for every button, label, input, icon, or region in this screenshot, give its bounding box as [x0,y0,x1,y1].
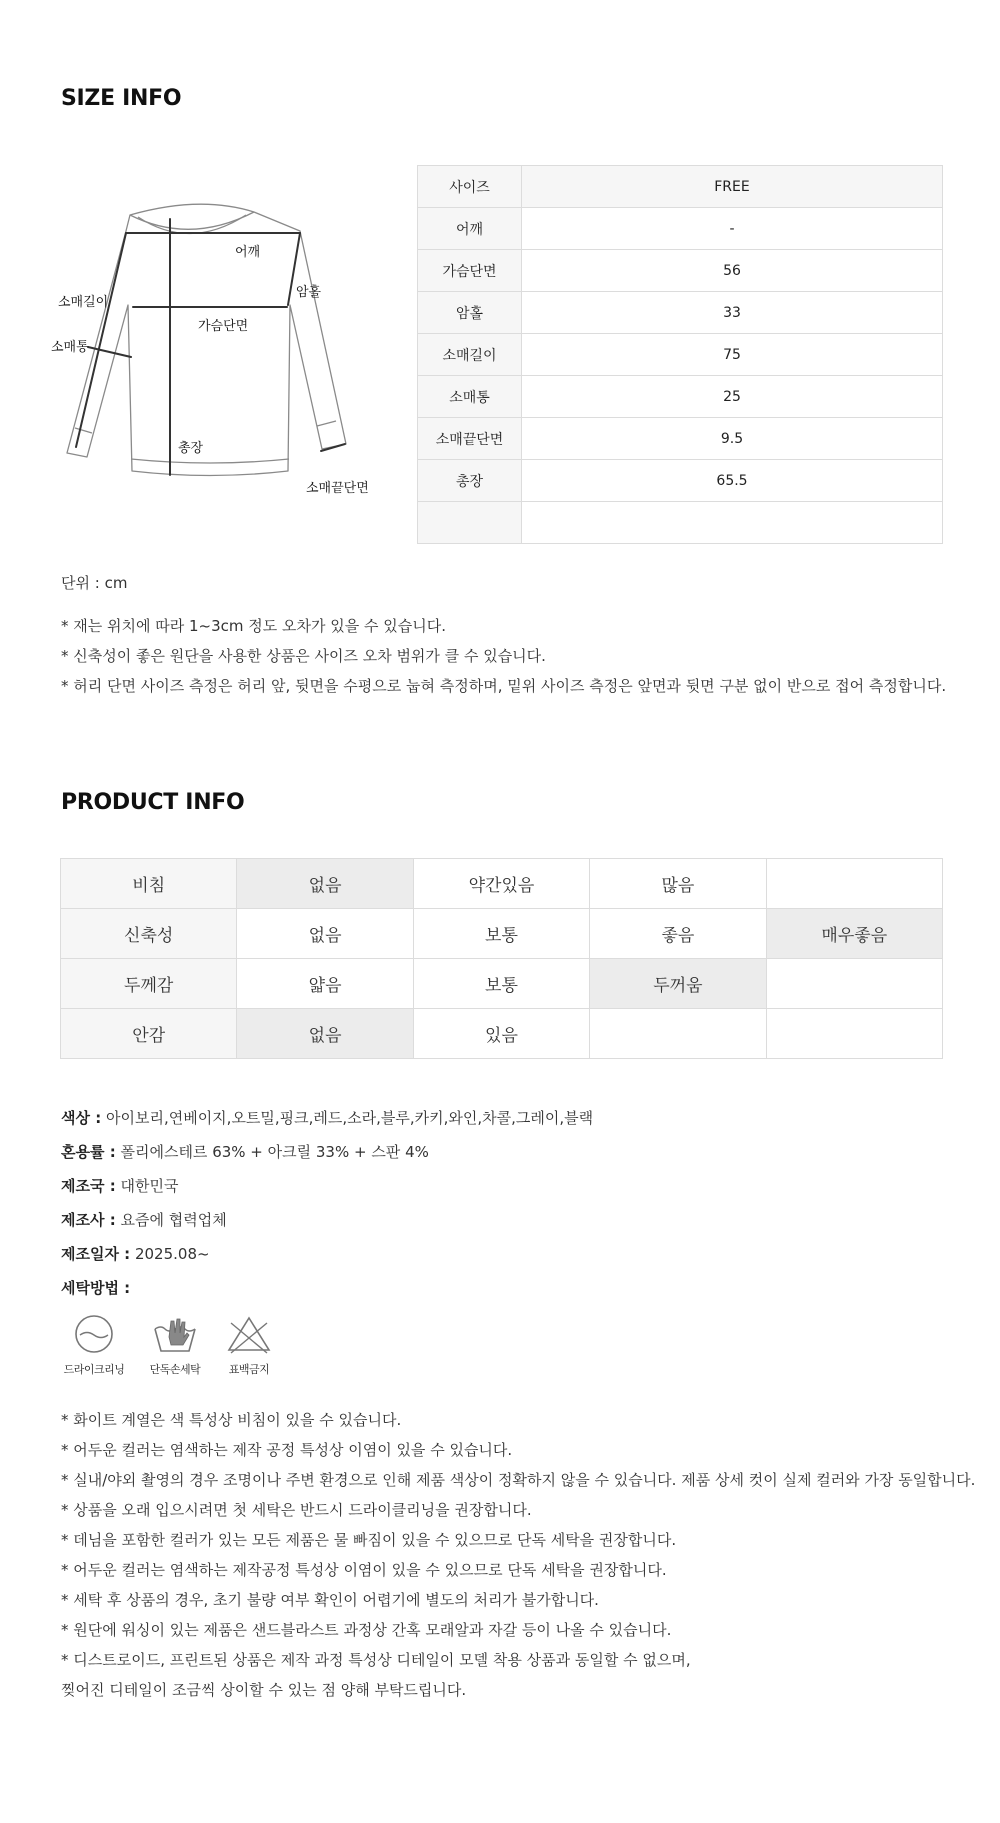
size-label: 사이즈 [418,166,522,208]
detail-value: 2025.08~ [134,1245,210,1263]
note-item: 찢어진 디테일이 조금씩 상이할 수 있는 점 양해 부탁드립니다. [61,1681,467,1699]
size-label: 암홀 [418,292,522,334]
note-item: * 세탁 후 상품의 경우, 초기 불량 여부 확인이 어렵기에 별도의 처리가 불가합니다. [61,1591,599,1609]
table-row [418,376,943,418]
option-cell: 보통 [413,959,589,1009]
size-diagram [40,195,400,515]
detail-label: 제조일자 : [61,1245,131,1263]
detail-label: 제조사 : [61,1211,116,1229]
table-row [418,166,943,208]
product-info-table [60,858,943,1059]
note-item: * 재는 위치에 따라 1~3cm 정도 오차가 있을 수 있습니다. [61,617,447,635]
detail-value: 폴리에스테르 63% + 아크릴 33% + 스판 4% [120,1143,429,1161]
table-row [61,1009,943,1059]
detail-date [61,1237,593,1271]
care-notes [61,1405,975,1705]
size-label: 어깨 [418,208,522,250]
wash-item-dry-cleaning [54,1313,134,1377]
size-info-title: SIZE INFO [61,86,182,111]
option-cell: 좋음 [590,909,766,959]
option-cell [590,1009,766,1059]
detail-value: 대한민국 [120,1177,179,1195]
label-sleeve-length: 소매길이 [58,295,109,310]
size-label: 소매끝단면 [418,418,522,460]
detail-wash [61,1271,593,1305]
detail-label: 색상 : [61,1109,102,1127]
detail-color [61,1101,593,1135]
size-value: 65.5 [522,460,943,502]
option-cell: 없음 [237,909,413,959]
label-total-length: 총장 [178,441,204,456]
option-cell: 매우좋음 [766,909,942,959]
size-value: 25 [522,376,943,418]
note-item: * 원단에 워싱이 있는 제품은 샌드블라스트 과정상 간혹 모래알과 자갈 등이 나올 수 있습니다. [61,1621,672,1639]
table-row [418,418,943,460]
size-label [418,502,522,544]
size-value: 56 [522,250,943,292]
option-cell: 있음 [413,1009,589,1059]
detail-value: 요즘에 협력업체 [120,1211,227,1229]
note-item: * 신축성이 좋은 원단을 사용한 상품은 사이즈 오차 범위가 클 수 있습니다. [61,647,546,665]
option-cell: 없음 [237,1009,413,1059]
option-cell: 보통 [413,909,589,959]
table-row [418,250,943,292]
size-value: - [522,208,943,250]
wash-item-no-bleach [209,1313,289,1377]
option-cell [766,1009,942,1059]
note-item: * 화이트 계열은 색 특성상 비침이 있을 수 있습니다. [61,1411,402,1429]
note-item: * 데님을 포함한 컬러가 있는 모든 제품은 물 빠짐이 있을 수 있으므로 단독 세탁을 권장합니다. [61,1531,677,1549]
note-item: * 디스트로이드, 프린트된 상품은 제작 과정 특성상 디테일이 모델 착용 상품과 동일할 수 없으며, [61,1651,691,1669]
dry-cleaning-icon [72,1313,116,1355]
detail-material [61,1135,593,1169]
option-cell [766,859,942,909]
table-row [61,959,943,1009]
detail-maker [61,1203,593,1237]
size-label: 소매길이 [418,334,522,376]
hand-wash-icon [151,1313,199,1355]
row-label-thickness: 두께감 [61,959,237,1009]
wash-caption: 드라이크리닝 [63,1363,125,1376]
label-armhole: 암홀 [296,285,322,300]
table-row [61,859,943,909]
product-details [61,1101,593,1305]
table-row [418,292,943,334]
wash-item-hand-wash [135,1313,215,1377]
note-item: * 허리 단면 사이즈 측정은 허리 앞, 뒷면을 수평으로 눕혀 측정하며, 밑위 사이즈 측정은 앞면과 뒷면 구분 없이 반으로 접어 측정합니다. [61,677,947,695]
option-cell [766,959,942,1009]
detail-label: 세탁방법 : [61,1279,131,1297]
note-item: * 상품을 오래 입으시려면 첫 세탁은 반드시 드라이클리닝을 권장합니다. [61,1501,532,1519]
detail-value: 아이보리,연베이지,오트밀,핑크,레드,소라,블루,카키,와인,차콜,그레이,블랙 [105,1109,594,1127]
detail-origin [61,1169,593,1203]
table-row [61,909,943,959]
detail-label: 제조국 : [61,1177,116,1195]
table-row [418,502,943,544]
wash-caption: 단독손세탁 [149,1363,201,1376]
row-label-stretch: 신축성 [61,909,237,959]
option-cell: 얇음 [237,959,413,1009]
size-value [522,502,943,544]
note-item: * 실내/야외 촬영의 경우 조명이나 주변 환경으로 인해 제품 색상이 정확하지 않을 수 있습니다. 제품 상세 컷이 실제 컬러와 가장 동일합니다. [61,1471,976,1489]
size-label: 소매통 [418,376,522,418]
note-item: * 어두운 컬러는 염색하는 제작공정 특성상 이염이 있을 수 있으므로 단독 세탁을 권장합니다. [61,1561,667,1579]
label-cuff: 소매끝단면 [306,481,369,496]
table-row [418,208,943,250]
unit-text: 단위 : cm [61,574,128,592]
option-cell: 많음 [590,859,766,909]
label-shoulder: 어깨 [235,245,261,260]
size-notes [61,611,946,701]
table-row [418,460,943,502]
detail-label: 혼용률 : [61,1143,116,1161]
size-value: 75 [522,334,943,376]
no-bleach-icon [225,1313,273,1355]
option-cell: 없음 [237,859,413,909]
option-cell: 약간있음 [413,859,589,909]
label-chest: 가슴단면 [198,319,249,334]
label-sleeve-width: 소매통 [51,340,89,355]
size-value: 33 [522,292,943,334]
wash-caption: 표백금지 [228,1363,270,1376]
size-table [417,165,943,544]
product-info-title: PRODUCT INFO [61,790,245,815]
sweater-illustration-icon [40,195,400,515]
size-label: 총장 [418,460,522,502]
size-value: 9.5 [522,418,943,460]
note-item: * 어두운 컬러는 염색하는 제작 공정 특성상 이염이 있을 수 있습니다. [61,1441,513,1459]
size-value: FREE [522,166,943,208]
size-label: 가슴단면 [418,250,522,292]
option-cell: 두꺼움 [590,959,766,1009]
row-label-sheerness: 비침 [61,859,237,909]
table-row [418,334,943,376]
row-label-lining: 안감 [61,1009,237,1059]
